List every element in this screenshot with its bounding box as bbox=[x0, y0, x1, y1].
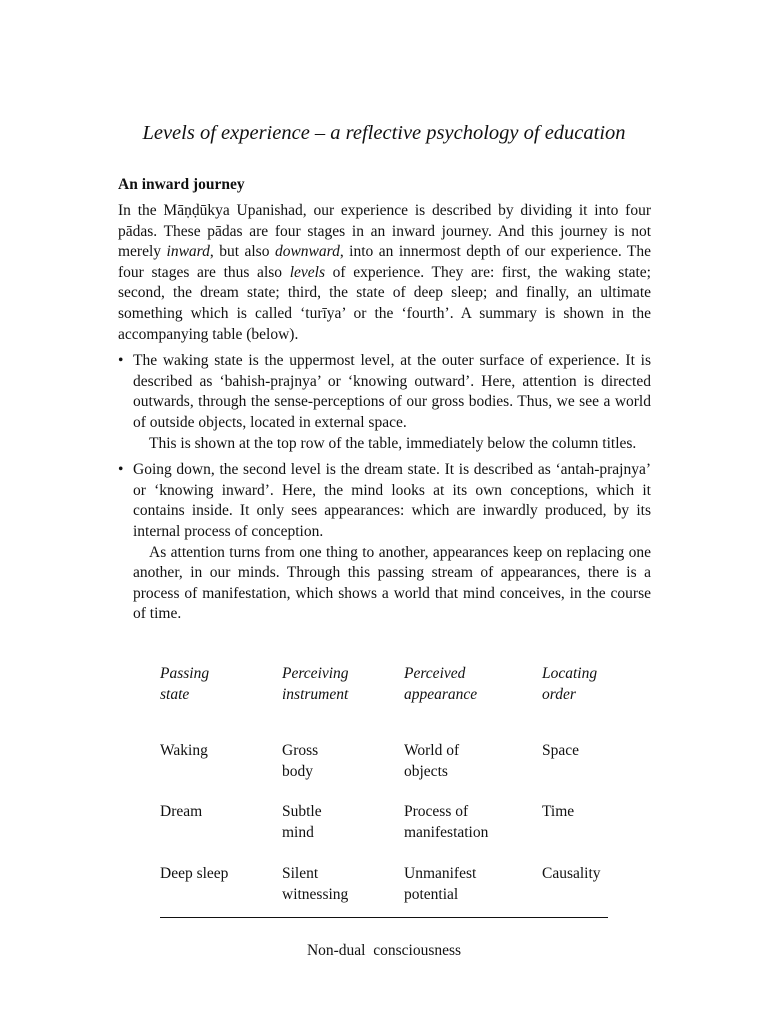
intro-text-1: In the Māṇḍūkya Upanishad, our experience is described by dividing it into four pādas. These pādas are four stages in an inward journey. And this journey is not merely bbox=[118, 202, 651, 261]
bullet-item-dream bbox=[118, 460, 651, 625]
table-header-cell: Perceiving instrument bbox=[282, 665, 349, 703]
table-cell: Silent witnessing bbox=[282, 865, 349, 903]
table-cell: Unmanifest potential bbox=[404, 865, 477, 903]
table-cell: Waking bbox=[160, 742, 208, 759]
table-cell: World of objects bbox=[404, 742, 460, 780]
table-cell: Causality bbox=[542, 865, 601, 882]
intro-emphasis-inward: inward bbox=[166, 243, 210, 261]
body-text bbox=[118, 201, 651, 631]
table-header-row bbox=[160, 664, 620, 741]
table-cell: Dream bbox=[160, 803, 203, 820]
intro-paragraph bbox=[118, 201, 651, 345]
table-header-cell: Passing state bbox=[160, 665, 210, 703]
bullet-item-waking bbox=[118, 351, 651, 454]
intro-text-4: of experience. They are: first, the waking state; second, the dream state; third, the state of deep sleep; and finally, an ultimate something which is called ‘turīya’ or the ‘fourth’. A summary is shown in the accompanying table (below). bbox=[118, 263, 651, 343]
bullet-marker: • bbox=[118, 461, 124, 479]
table-cell: Time bbox=[542, 803, 575, 820]
bullet-paragraph: The waking state is the uppermost level, at the outer surface of experience. It is described as ‘bahish-prajnya’ or ‘knowing outward’. Here, attention is directed outwards, through the sense-perceptions of our gross bodies. Thus, we see a world of outside objects, located in external space. bbox=[133, 352, 651, 431]
table-cell: Deep sleep bbox=[160, 865, 229, 882]
page-title: Levels of experience – a reflective psychology of education bbox=[142, 122, 626, 144]
table-cell: Space bbox=[542, 742, 580, 759]
bullet-paragraph: As attention turns from one thing to another, appearances keep on replacing one another, in our minds. Through this passing stream of appearances, there is a process of manifestation, which shows a world that mind conceives, in the course of time. bbox=[133, 543, 651, 623]
table-cell: Process of manifestation bbox=[404, 803, 489, 841]
table-row bbox=[160, 802, 620, 864]
table-footer-label: Non-dual consciousness bbox=[306, 942, 462, 959]
table-cell: Gross body bbox=[282, 742, 319, 780]
table-cell: Subtle mind bbox=[282, 803, 322, 841]
bullet-marker: • bbox=[118, 352, 124, 370]
table-row bbox=[160, 741, 620, 802]
bullet-paragraph: Going down, the second level is the dream state. It is described as ‘antah-prajnya’ or ‘knowing inward’. Here, the mind looks at its own conceptions, which it contains inside. It only sees appearances: which are inwardly produced, by its internal process of conception. bbox=[133, 461, 651, 540]
table-header-cell: Perceived appearance bbox=[404, 665, 478, 703]
intro-text-3: , into an innermost depth of our experience. The four stages are thus also bbox=[118, 243, 651, 281]
table-header-cell: Locating order bbox=[542, 665, 598, 703]
intro-emphasis-levels: levels bbox=[289, 263, 325, 281]
bullet-paragraph: This is shown at the top row of the table, immediately below the column titles. bbox=[149, 434, 637, 452]
table-row bbox=[160, 864, 620, 908]
table-divider bbox=[160, 917, 608, 918]
intro-emphasis-downward: downward bbox=[274, 243, 340, 261]
intro-text-2: , but also bbox=[209, 243, 275, 261]
states-table bbox=[160, 664, 620, 908]
bullet-list bbox=[118, 351, 651, 625]
section-heading: An inward journey bbox=[118, 176, 245, 193]
